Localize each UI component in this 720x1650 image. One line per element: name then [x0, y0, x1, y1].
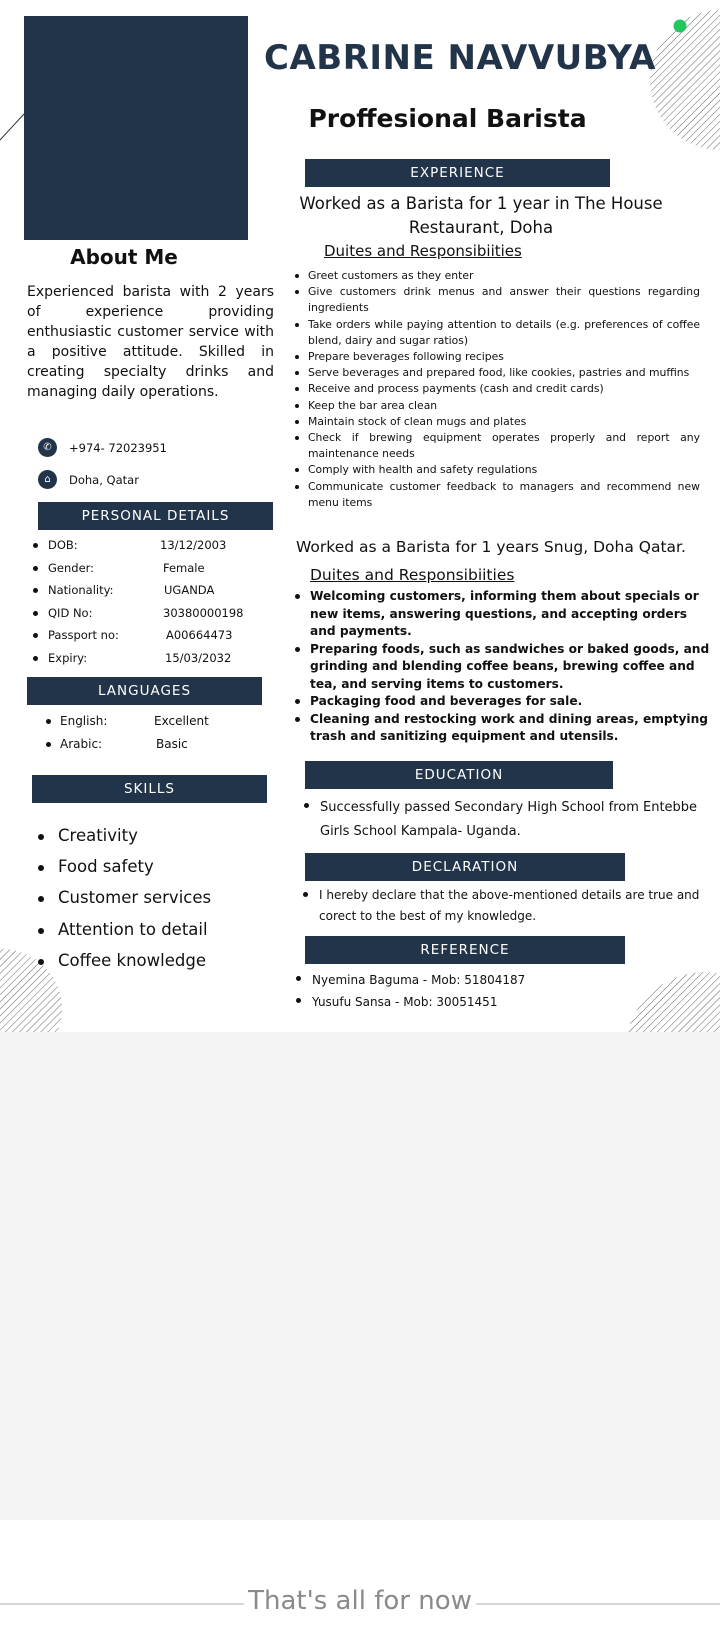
- skill-item: Customer services: [36, 888, 266, 919]
- duty-item: Receive and process payments (cash and credit cards): [294, 381, 700, 397]
- language-item: Arabic: Basic: [42, 737, 242, 760]
- duty-item: Take orders while paying attention to details (e.g. preferences of coffee blend, dairy and sugar ratios): [294, 317, 700, 349]
- footer-area: [0, 1520, 720, 1650]
- duty-item: Keep the bar area clean: [294, 398, 700, 414]
- detail-item: Gender: Female: [30, 561, 270, 584]
- skills-list: [36, 826, 266, 982]
- duty-item: Greet customers as they enter: [294, 268, 700, 284]
- about-text: Experienced barista with 2 years of experience providing enthusiastic customer service with a positive attitude. Skilled in creating specialty drinks and managing daily operations.: [27, 284, 274, 400]
- detail-item: Expiry: 15/03/2032: [30, 651, 270, 674]
- declaration-list: [301, 885, 709, 927]
- detail-item: Passport no: A00664473: [30, 628, 270, 651]
- education-header: EDUCATION: [305, 761, 613, 789]
- phone-number: +974- 72023951: [69, 440, 167, 455]
- job1-duties-list: [294, 268, 700, 511]
- footer-message: [0, 1586, 720, 1616]
- declaration-header: DECLARATION: [305, 853, 625, 881]
- job1-title: Worked as a Barista for 1 year in The House Restaurant, Doha: [299, 194, 663, 237]
- about-title: About Me: [70, 245, 178, 269]
- phone-row: [38, 438, 167, 457]
- job2-duties-title: Duites and Responsibiities: [310, 566, 515, 584]
- experience-header: EXPERIENCE: [305, 159, 610, 187]
- duty-item: Maintain stock of clean mugs and plates: [294, 414, 700, 430]
- detail-item: Nationality: UGANDA: [30, 583, 270, 606]
- job2-title: Worked as a Barista for 1 years Snug, Doha Qatar.: [296, 538, 686, 556]
- education-item: Successfully passed Secondary High School from Entebbe Girls School Kampala- Uganda.: [302, 796, 710, 844]
- duty-item: Communicate customer feedback to managers and recommend new menu items: [294, 479, 700, 511]
- detail-item: QID No: 30380000198: [30, 606, 270, 629]
- languages-list: [42, 714, 242, 760]
- declaration-item: I hereby declare that the above-mentioned details are true and corect to the best of my knowledge.: [301, 885, 709, 927]
- home-icon: ⌂: [38, 470, 57, 489]
- profile-photo: [24, 16, 248, 240]
- reference-header: REFERENCE: [305, 936, 625, 964]
- education-list: [302, 796, 710, 844]
- location-text: Doha, Qatar: [69, 472, 139, 487]
- location-row: [38, 470, 139, 489]
- duty-item: Packaging food and beverages for sale.: [294, 693, 710, 711]
- detail-item: DOB: 13/12/2003: [30, 538, 270, 561]
- duty-item: Preparing foods, such as sandwiches or baked goods, and grinding and blending coffee beans, brewing coffee and tea, and serving items to customers.: [294, 641, 710, 694]
- skill-item: Food safety: [36, 857, 266, 888]
- languages-header: LANGUAGES: [27, 677, 262, 705]
- green-dot: [674, 20, 687, 33]
- reference-item: Yusufu Sansa - Mob: 30051451: [294, 991, 704, 1013]
- duty-item: Check if brewing equipment operates properly and report any maintenance needs: [294, 430, 700, 462]
- reference-item: Nyemina Baguma - Mob: 51804187: [294, 969, 704, 991]
- skill-item: Creativity: [36, 826, 266, 857]
- job2-duties-list: [294, 588, 710, 746]
- footer-text: That's all for now: [244, 1586, 476, 1616]
- skill-item: Coffee knowledge: [36, 951, 266, 982]
- duty-item: Prepare beverages following recipes: [294, 349, 700, 365]
- skill-item: Attention to detail: [36, 920, 266, 951]
- language-item: English: Excellent: [42, 714, 242, 737]
- job-role: Proffesional Barista: [308, 104, 587, 133]
- duty-item: Give customers drink menus and answer their questions regarding ingredients: [294, 284, 700, 316]
- personal-details-header: PERSONAL DETAILS: [38, 502, 273, 530]
- decorative-circle-top-right: [640, 10, 720, 160]
- job1-duties-title: Duites and Responsibiities: [324, 242, 522, 260]
- duty-item: Cleaning and restocking work and dining areas, emptying trash and sanitizing equipment and utensils.: [294, 711, 710, 746]
- candidate-name: CABRINE NAVVUBYA: [264, 38, 656, 78]
- duty-item: Welcoming customers, informing them about specials or new items, answering questions, and accepting orders and payments.: [294, 588, 710, 641]
- duty-item: Serve beverages and prepared food, like cookies, pastries and muffins: [294, 365, 700, 381]
- skills-header: SKILLS: [32, 775, 267, 803]
- reference-list: [294, 969, 704, 1013]
- duty-item: Comply with health and safety regulations: [294, 462, 700, 478]
- personal-details-list: [30, 538, 270, 673]
- phone-icon: ✆: [38, 438, 57, 457]
